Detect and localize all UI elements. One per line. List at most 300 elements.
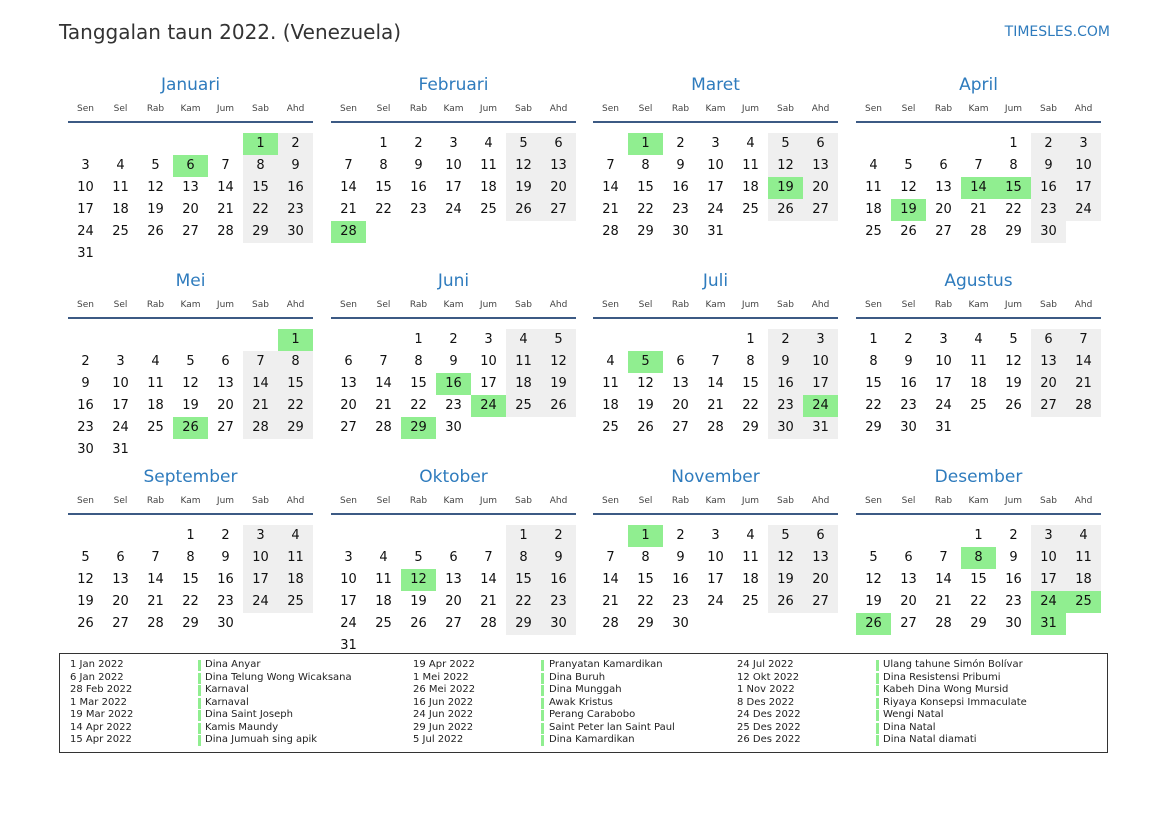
- day-cell: 13: [541, 155, 576, 177]
- day-cell: 16: [541, 569, 576, 591]
- day-cell: 15: [865, 376, 882, 391]
- day-cell: 12: [768, 155, 803, 177]
- day-cell: 27: [541, 199, 576, 221]
- legend-holiday-name: Dina Buruh: [549, 671, 606, 683]
- weekday-label: Ahd: [811, 104, 830, 114]
- day-cell: 19: [77, 594, 94, 609]
- legend-holiday-name: Dina Resistensi Pribumi: [883, 671, 1001, 683]
- holiday-day-cell: 24: [803, 395, 838, 417]
- weekday-label: Ahd: [549, 496, 568, 506]
- legend-holiday-name: Kabeh Dina Wong Mursid: [883, 684, 1009, 695]
- day-cell: 25: [742, 202, 759, 217]
- month-name: Maret: [691, 75, 740, 95]
- legend-holiday-name: Awak Kristus: [549, 696, 613, 708]
- day-cell: 20: [935, 202, 952, 217]
- legend-marker: [541, 660, 544, 671]
- day-cell: 5: [768, 133, 803, 155]
- day-cell: 14: [935, 572, 952, 587]
- weekday-label: Kam: [705, 496, 726, 506]
- day-cell: 15: [182, 572, 199, 587]
- weekday-label: Sel: [901, 496, 916, 506]
- day-cell: 19: [1005, 376, 1022, 391]
- holiday-day-cell: 15: [996, 177, 1031, 199]
- day-cell: 5: [1009, 332, 1018, 347]
- day-cell: 27: [803, 591, 838, 613]
- month-name: Desember: [934, 467, 1023, 487]
- legend-marker: [876, 673, 879, 684]
- day-cell: 13: [900, 572, 917, 587]
- weekday-label: Sel: [901, 104, 916, 114]
- month-maret: [593, 74, 838, 239]
- day-cell: 18: [147, 398, 164, 413]
- day-cell: 30: [77, 442, 94, 457]
- legend-holiday-name: Dina Natal diamati: [883, 734, 977, 745]
- day-cell: 19: [637, 398, 654, 413]
- legend-date: 26 Mei 2022: [413, 684, 476, 695]
- day-cell: 19: [147, 202, 164, 217]
- weekday-label: Rab: [409, 496, 428, 506]
- day-cell: 17: [803, 373, 838, 395]
- month-desember: [856, 466, 1101, 631]
- day-cell: 6: [344, 354, 353, 369]
- legend-marker: [198, 710, 201, 721]
- day-cell: 3: [344, 550, 353, 565]
- holiday-day-cell: 29: [401, 417, 436, 439]
- legend-date: 29 Jun 2022: [413, 721, 474, 733]
- legend-marker: [876, 660, 879, 671]
- day-cell: 16: [1005, 572, 1022, 587]
- day-cell: 6: [449, 550, 458, 565]
- day-cell: 27: [1031, 395, 1066, 417]
- legend-date: 1 Jan 2022: [70, 659, 124, 670]
- day-cell: 3: [939, 332, 948, 347]
- day-cell: 5: [151, 158, 160, 173]
- legend-marker: [541, 735, 544, 746]
- month-name: September: [143, 467, 238, 487]
- legend-date: 12 Okt 2022: [737, 671, 800, 683]
- holiday-day-cell: 1: [628, 525, 663, 547]
- day-cell: 3: [484, 332, 493, 347]
- day-cell: 27: [182, 224, 199, 239]
- day-cell: 17: [1031, 569, 1066, 591]
- day-cell: 21: [480, 594, 497, 609]
- day-cell: 18: [480, 180, 497, 195]
- day-cell: 25: [742, 594, 759, 609]
- day-cell: 11: [1066, 547, 1101, 569]
- day-cell: 11: [865, 180, 882, 195]
- day-cell: 13: [445, 572, 462, 587]
- weekday-label: Rab: [934, 496, 953, 506]
- day-cell: 7: [484, 550, 493, 565]
- day-cell: 24: [445, 202, 462, 217]
- day-cell: 20: [803, 177, 838, 199]
- day-cell: 22: [182, 594, 199, 609]
- weekday-label: Kam: [968, 496, 989, 506]
- month-mei: [68, 270, 313, 457]
- day-cell: 16: [768, 373, 803, 395]
- day-cell: 9: [414, 158, 423, 173]
- calendar-months: [68, 74, 1102, 653]
- day-cell: 4: [484, 136, 493, 151]
- weekday-label: Kam: [968, 104, 989, 114]
- weekday-label: Sab: [252, 300, 269, 310]
- day-cell: 26: [768, 199, 803, 221]
- day-cell: 12: [147, 180, 164, 195]
- day-cell: 17: [935, 376, 952, 391]
- legend-marker: [541, 723, 544, 734]
- weekday-label: Ahd: [286, 496, 305, 506]
- day-cell: 3: [449, 136, 458, 151]
- day-cell: 2: [81, 354, 90, 369]
- weekday-label: Sab: [777, 496, 794, 506]
- day-cell: 18: [1066, 569, 1101, 591]
- day-cell: 29: [182, 616, 199, 631]
- day-cell: 9: [1009, 550, 1018, 565]
- weekday-label: Sen: [602, 496, 619, 506]
- day-cell: 10: [340, 572, 357, 587]
- weekday-label: Sen: [340, 104, 357, 114]
- day-cell: 30: [768, 417, 803, 439]
- day-cell: 1: [379, 136, 388, 151]
- day-cell: 24: [340, 616, 357, 631]
- day-cell: 13: [217, 376, 234, 391]
- month-april: [856, 74, 1101, 239]
- weekday-label: Sel: [376, 496, 391, 506]
- holiday-day-cell: 28: [331, 221, 366, 243]
- weekday-label: Jum: [741, 104, 760, 114]
- day-cell: 30: [900, 420, 917, 435]
- day-cell: 25: [602, 420, 619, 435]
- month-name: Juni: [437, 271, 470, 291]
- month-divider: [68, 513, 313, 515]
- day-cell: 17: [340, 594, 357, 609]
- month-name: Februari: [418, 75, 489, 95]
- day-cell: 14: [602, 180, 619, 195]
- day-cell: 25: [865, 224, 882, 239]
- day-cell: 31: [77, 246, 94, 261]
- page-title: Tanggalan taun 2022. (Venezuela): [59, 20, 402, 44]
- day-cell: 18: [970, 376, 987, 391]
- day-cell: 20: [112, 594, 129, 609]
- weekday-label: Sab: [1040, 496, 1057, 506]
- day-cell: 15: [506, 569, 541, 591]
- day-cell: 22: [637, 202, 654, 217]
- day-cell: 13: [182, 180, 199, 195]
- day-cell: 25: [970, 398, 987, 413]
- month-name: Januari: [160, 75, 221, 95]
- day-cell: 17: [243, 569, 278, 591]
- day-cell: 1: [186, 528, 195, 543]
- day-cell: 21: [147, 594, 164, 609]
- day-cell: 4: [116, 158, 125, 173]
- day-cell: 28: [602, 616, 619, 631]
- day-cell: 28: [1066, 395, 1101, 417]
- weekday-label: Rab: [671, 300, 690, 310]
- holiday-day-cell: 25: [1066, 591, 1101, 613]
- day-cell: 2: [541, 525, 576, 547]
- day-cell: 12: [506, 155, 541, 177]
- day-cell: 6: [676, 354, 685, 369]
- day-cell: 14: [147, 572, 164, 587]
- day-cell: 8: [414, 354, 423, 369]
- day-cell: 14: [480, 572, 497, 587]
- day-cell: 5: [506, 133, 541, 155]
- legend-holiday-name: Dina Anyar: [205, 659, 261, 670]
- day-cell: 5: [186, 354, 195, 369]
- day-cell: 25: [147, 420, 164, 435]
- month-oktober: [331, 466, 576, 653]
- day-cell: 18: [112, 202, 129, 217]
- holiday-day-cell: 24: [1031, 591, 1066, 613]
- weekday-label: Jum: [1004, 104, 1023, 114]
- day-cell: 1: [1009, 136, 1018, 151]
- day-cell: 31: [707, 224, 724, 239]
- day-cell: 24: [77, 224, 94, 239]
- day-cell: 4: [746, 528, 755, 543]
- day-cell: 12: [1005, 354, 1022, 369]
- day-cell: 28: [217, 224, 234, 239]
- day-cell: 23: [1031, 199, 1066, 221]
- legend-holiday-name: Pranyatan Kamardikan: [549, 659, 663, 670]
- day-cell: 20: [803, 569, 838, 591]
- month-divider: [68, 317, 313, 319]
- day-cell: 7: [606, 550, 615, 565]
- day-cell: 25: [480, 202, 497, 217]
- day-cell: 23: [672, 594, 689, 609]
- weekday-label: Sen: [865, 104, 882, 114]
- weekday-label: Jum: [479, 496, 498, 506]
- weekday-label: Sel: [638, 496, 653, 506]
- holiday-day-cell: 12: [401, 569, 436, 591]
- day-cell: 16: [900, 376, 917, 391]
- legend-marker: [876, 685, 879, 696]
- day-cell: 22: [375, 202, 392, 217]
- day-cell: 7: [379, 354, 388, 369]
- day-cell: 29: [865, 420, 882, 435]
- weekday-label: Ahd: [286, 104, 305, 114]
- day-cell: 4: [606, 354, 615, 369]
- legend-date: 28 Feb 2022: [70, 684, 133, 695]
- holiday-day-cell: 31: [1031, 613, 1066, 635]
- weekday-label: Sab: [252, 104, 269, 114]
- day-cell: 10: [803, 351, 838, 373]
- weekday-label: Jum: [741, 300, 760, 310]
- month-name: Agustus: [944, 271, 1013, 291]
- holiday-day-cell: 6: [173, 155, 208, 177]
- day-cell: 10: [112, 376, 129, 391]
- weekday-label: Rab: [671, 104, 690, 114]
- day-cell: 14: [1066, 351, 1101, 373]
- day-cell: 25: [112, 224, 129, 239]
- weekday-label: Ahd: [1074, 104, 1093, 114]
- day-cell: 21: [935, 594, 952, 609]
- legend-marker: [876, 698, 879, 709]
- legend-holiday-name: Perang Carabobo: [549, 709, 636, 720]
- day-cell: 31: [340, 638, 357, 653]
- legend-holiday-name: Riyaya Konsepsi Immaculate: [883, 696, 1027, 708]
- day-cell: 11: [742, 158, 759, 173]
- day-cell: 27: [112, 616, 129, 631]
- weekday-label: Sel: [376, 104, 391, 114]
- weekday-label: Jum: [479, 104, 498, 114]
- holiday-day-cell: 26: [173, 417, 208, 439]
- day-cell: 23: [1005, 594, 1022, 609]
- day-cell: 19: [768, 569, 803, 591]
- weekday-label: Jum: [216, 496, 235, 506]
- day-cell: 11: [602, 376, 619, 391]
- legend-date: 26 Des 2022: [737, 734, 801, 745]
- day-cell: 23: [410, 202, 427, 217]
- day-cell: 20: [900, 594, 917, 609]
- day-cell: 20: [340, 398, 357, 413]
- day-cell: 21: [243, 395, 278, 417]
- weekday-label: Kam: [705, 300, 726, 310]
- day-cell: 27: [217, 420, 234, 435]
- legend-date: 16 Jun 2022: [413, 696, 474, 708]
- legend-holiday-name: Dina Natal: [883, 721, 936, 733]
- day-cell: 16: [1031, 177, 1066, 199]
- day-cell: 3: [243, 525, 278, 547]
- weekday-label: Rab: [671, 496, 690, 506]
- weekday-label: Sab: [1040, 104, 1057, 114]
- day-cell: 29: [637, 616, 654, 631]
- day-cell: 21: [1066, 373, 1101, 395]
- day-cell: 3: [116, 354, 125, 369]
- day-cell: 29: [243, 221, 278, 243]
- day-cell: 9: [81, 376, 90, 391]
- day-cell: 23: [541, 591, 576, 613]
- day-cell: 18: [865, 202, 882, 217]
- day-cell: 3: [81, 158, 90, 173]
- month-name: Juli: [702, 271, 729, 291]
- day-cell: 10: [935, 354, 952, 369]
- day-cell: 9: [1031, 155, 1066, 177]
- day-cell: 28: [970, 224, 987, 239]
- day-cell: 17: [112, 398, 129, 413]
- day-cell: 27: [803, 199, 838, 221]
- legend-date: 1 Mar 2022: [70, 696, 128, 708]
- day-cell: 8: [278, 351, 313, 373]
- weekday-label: Ahd: [286, 300, 305, 310]
- day-cell: 7: [221, 158, 230, 173]
- day-cell: 19: [865, 594, 882, 609]
- holiday-day-cell: 14: [961, 177, 996, 199]
- weekday-label: Sen: [865, 496, 882, 506]
- day-cell: 9: [904, 354, 913, 369]
- month-divider: [593, 121, 838, 123]
- legend-marker: [198, 660, 201, 671]
- day-cell: 13: [672, 376, 689, 391]
- day-cell: 2: [414, 136, 423, 151]
- day-cell: 23: [77, 420, 94, 435]
- day-cell: 13: [340, 376, 357, 391]
- day-cell: 15: [410, 376, 427, 391]
- day-cell: 22: [506, 591, 541, 613]
- weekday-label: Rab: [146, 300, 165, 310]
- day-cell: 22: [970, 594, 987, 609]
- day-cell: 2: [449, 332, 458, 347]
- month-divider: [331, 121, 576, 123]
- day-cell: 23: [900, 398, 917, 413]
- day-cell: 21: [602, 202, 619, 217]
- day-cell: 31: [803, 417, 838, 439]
- day-cell: 22: [243, 199, 278, 221]
- day-cell: 19: [506, 177, 541, 199]
- day-cell: 20: [182, 202, 199, 217]
- day-cell: 26: [77, 616, 94, 631]
- brand-link[interactable]: TIMESLES.COM: [1004, 24, 1110, 40]
- weekday-label: Kam: [443, 496, 464, 506]
- legend-marker: [541, 698, 544, 709]
- holiday-day-cell: 26: [856, 613, 891, 635]
- day-cell: 7: [606, 158, 615, 173]
- holiday-day-cell: 1: [278, 329, 313, 351]
- day-cell: 9: [449, 354, 458, 369]
- day-cell: 7: [974, 158, 983, 173]
- legend-holiday-name: Dina Saint Joseph: [205, 709, 293, 720]
- day-cell: 2: [1031, 133, 1066, 155]
- legend-marker: [541, 673, 544, 684]
- legend-date: 1 Mei 2022: [413, 671, 469, 683]
- day-cell: 29: [742, 420, 759, 435]
- day-cell: 2: [768, 329, 803, 351]
- day-cell: 23: [445, 398, 462, 413]
- day-cell: 18: [278, 569, 313, 591]
- day-cell: 11: [147, 376, 164, 391]
- weekday-label: Ahd: [1074, 300, 1093, 310]
- legend-marker: [876, 723, 879, 734]
- weekday-label: Sen: [340, 300, 357, 310]
- month-divider: [68, 121, 313, 123]
- day-cell: 12: [541, 351, 576, 373]
- day-cell: 16: [278, 177, 313, 199]
- month-februari: [331, 74, 576, 239]
- month-divider: [856, 513, 1101, 515]
- holiday-day-cell: 1: [243, 133, 278, 155]
- day-cell: 7: [1066, 329, 1101, 351]
- day-cell: 10: [77, 180, 94, 195]
- legend-marker: [541, 685, 544, 696]
- day-cell: 19: [410, 594, 427, 609]
- day-cell: 29: [970, 616, 987, 631]
- day-cell: 6: [939, 158, 948, 173]
- weekday-label: Sab: [515, 496, 532, 506]
- day-cell: 26: [506, 199, 541, 221]
- day-cell: 16: [217, 572, 234, 587]
- month-juni: [331, 270, 576, 435]
- day-cell: 1: [974, 528, 983, 543]
- day-cell: 1: [414, 332, 423, 347]
- day-cell: 28: [935, 616, 952, 631]
- day-cell: 4: [974, 332, 983, 347]
- day-cell: 27: [445, 616, 462, 631]
- day-cell: 22: [1005, 202, 1022, 217]
- day-cell: 22: [742, 398, 759, 413]
- holiday-day-cell: 19: [891, 199, 926, 221]
- weekday-label: Rab: [934, 104, 953, 114]
- weekday-label: Sab: [1040, 300, 1057, 310]
- legend-date: 15 Apr 2022: [70, 734, 132, 745]
- day-cell: 9: [676, 550, 685, 565]
- legend-marker: [198, 673, 201, 684]
- legend-marker: [198, 685, 201, 696]
- weekday-label: Jum: [216, 300, 235, 310]
- legend-holiday-name: Dina Kamardikan: [549, 734, 635, 745]
- day-cell: 11: [375, 572, 392, 587]
- day-cell: 6: [803, 525, 838, 547]
- weekday-label: Rab: [934, 300, 953, 310]
- legend-holiday-name: Dina Munggah: [549, 684, 622, 695]
